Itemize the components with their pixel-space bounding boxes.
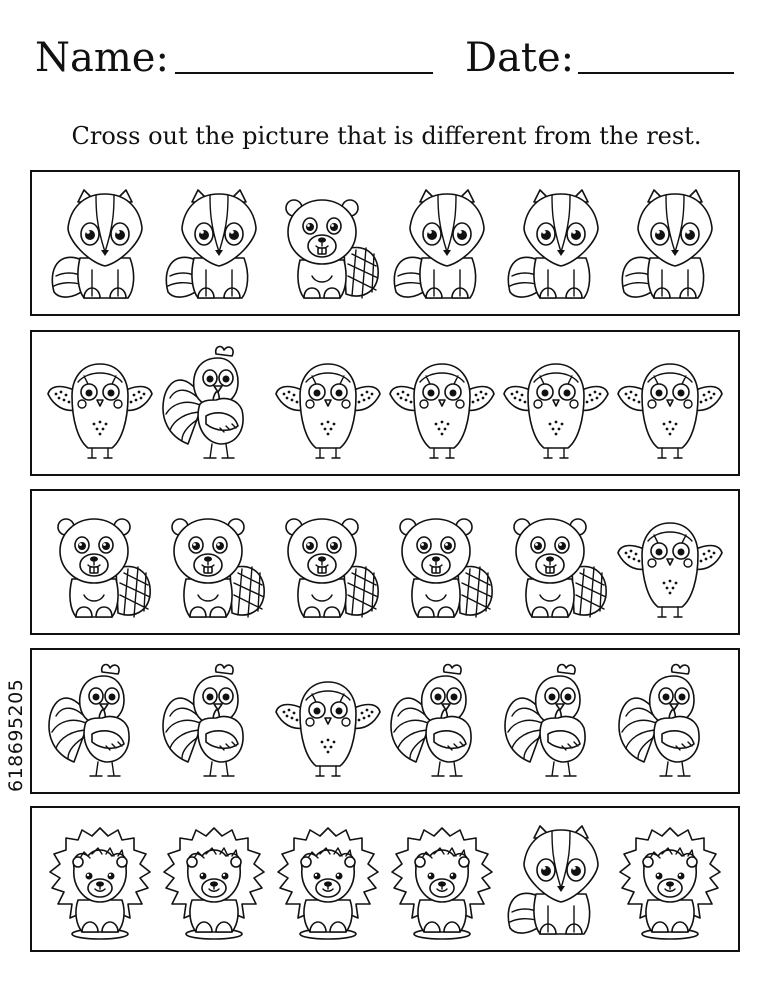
turkey-icon — [158, 340, 270, 468]
instruction-text: Cross out the picture that is different from the rest. — [71, 122, 702, 150]
beaver-icon — [272, 180, 384, 308]
stock-id-text: 618695205 — [5, 678, 27, 792]
hedgehog-icon — [158, 816, 270, 944]
owl-picture[interactable] — [614, 340, 726, 468]
turkey-picture[interactable] — [158, 340, 270, 468]
owl-icon — [614, 499, 726, 627]
beaver-icon — [386, 499, 498, 627]
badger-picture[interactable] — [614, 180, 726, 308]
badger-picture[interactable] — [500, 180, 612, 308]
turkey-icon — [386, 658, 498, 786]
beaver-icon — [500, 499, 612, 627]
badger-icon — [500, 816, 612, 944]
hedgehog-picture[interactable] — [386, 816, 498, 944]
owl-picture[interactable] — [614, 499, 726, 627]
badger-picture[interactable] — [386, 180, 498, 308]
exercise-row — [30, 806, 740, 952]
hedgehog-icon — [272, 816, 384, 944]
badger-icon — [386, 180, 498, 308]
turkey-icon — [614, 658, 726, 786]
turkey-picture[interactable] — [158, 658, 270, 786]
beaver-picture[interactable] — [272, 499, 384, 627]
beaver-icon — [158, 499, 270, 627]
owl-picture[interactable] — [44, 340, 156, 468]
owl-icon — [500, 340, 612, 468]
hedgehog-picture[interactable] — [614, 816, 726, 944]
hedgehog-icon — [614, 816, 726, 944]
owl-picture[interactable] — [272, 340, 384, 468]
name-label: Name: — [35, 35, 169, 81]
exercise-row — [30, 330, 740, 476]
turkey-picture[interactable] — [500, 658, 612, 786]
badger-picture[interactable] — [158, 180, 270, 308]
turkey-icon — [158, 658, 270, 786]
exercise-row — [30, 648, 740, 794]
turkey-picture[interactable] — [386, 658, 498, 786]
worksheet-header — [35, 30, 755, 90]
beaver-icon — [44, 499, 156, 627]
owl-picture[interactable] — [272, 658, 384, 786]
hedgehog-picture[interactable] — [272, 816, 384, 944]
beaver-icon — [272, 499, 384, 627]
date-label: Date: — [465, 35, 575, 81]
exercise-row — [30, 489, 740, 635]
beaver-picture[interactable] — [44, 499, 156, 627]
beaver-picture[interactable] — [272, 180, 384, 308]
badger-picture[interactable] — [44, 180, 156, 308]
turkey-icon — [500, 658, 612, 786]
badger-icon — [500, 180, 612, 308]
badger-icon — [614, 180, 726, 308]
turkey-picture[interactable] — [614, 658, 726, 786]
beaver-picture[interactable] — [158, 499, 270, 627]
exercise-row — [30, 170, 740, 316]
beaver-picture[interactable] — [500, 499, 612, 627]
hedgehog-picture[interactable] — [44, 816, 156, 944]
badger-icon — [158, 180, 270, 308]
owl-icon — [614, 340, 726, 468]
hedgehog-icon — [386, 816, 498, 944]
owl-icon — [44, 340, 156, 468]
date-field-line[interactable] — [578, 72, 734, 74]
owl-icon — [386, 340, 498, 468]
beaver-picture[interactable] — [386, 499, 498, 627]
turkey-picture[interactable] — [44, 658, 156, 786]
name-field-line[interactable] — [175, 72, 433, 74]
owl-picture[interactable] — [386, 340, 498, 468]
owl-icon — [272, 340, 384, 468]
owl-icon — [272, 658, 384, 786]
hedgehog-picture[interactable] — [158, 816, 270, 944]
hedgehog-icon — [44, 816, 156, 944]
badger-picture[interactable] — [500, 816, 612, 944]
owl-picture[interactable] — [500, 340, 612, 468]
turkey-icon — [44, 658, 156, 786]
badger-icon — [44, 180, 156, 308]
